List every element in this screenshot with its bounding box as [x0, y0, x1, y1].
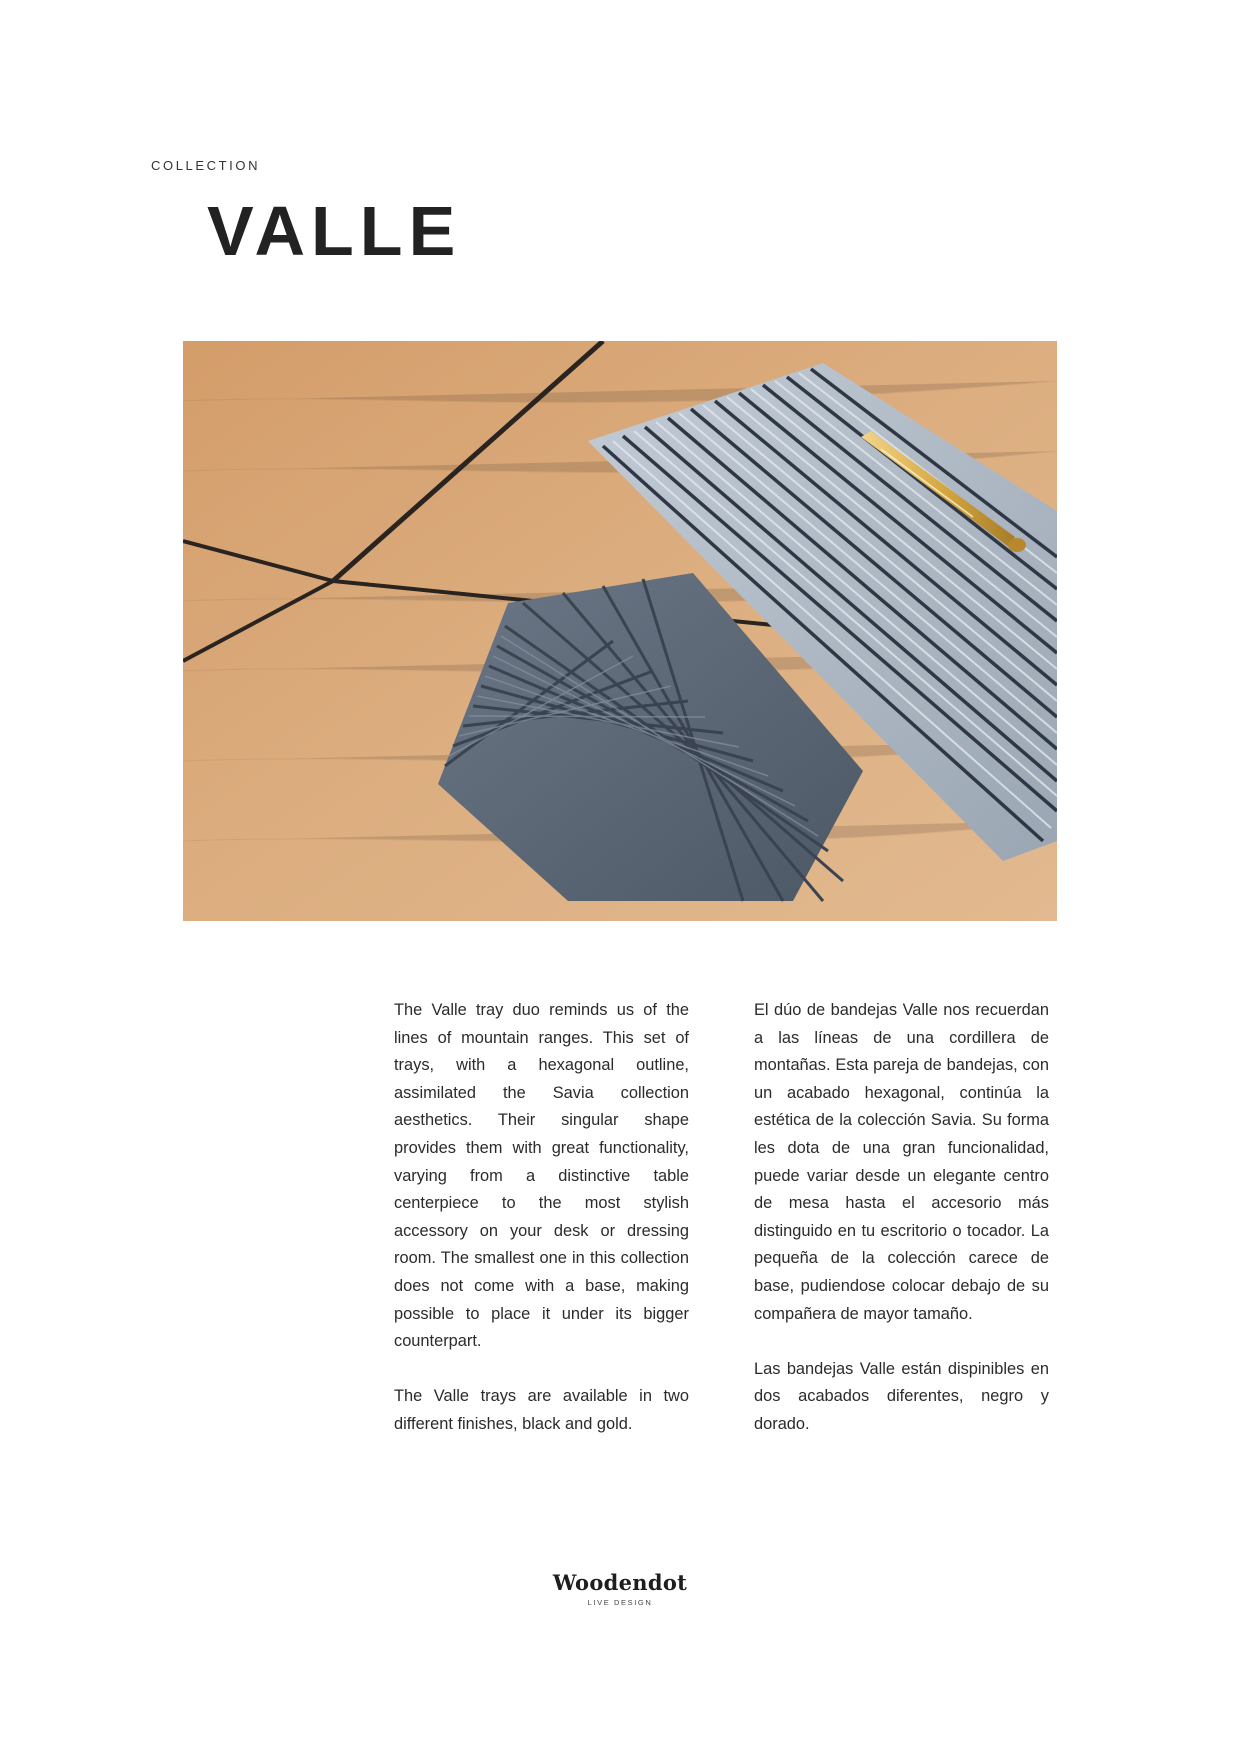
collection-kicker: COLLECTION: [151, 158, 261, 173]
product-photo: [183, 341, 1057, 921]
english-paragraph-1: The Valle tray duo reminds us of the lines of mountain ranges. This set of trays, with a hexagonal outline, assimilated the Savia collection aesthetics. Their singular shape provides them with great functionality, varying from a distinctive table centerpiece to the most stylish accessory on your desk or dressing room. The smallest one in this collection does not come with a base, making possible to place it under its bigger counterpart.: [394, 1001, 689, 1351]
brand-tagline: LIVE DESIGN: [587, 1598, 653, 1607]
product-photo-illustration: [183, 341, 1057, 921]
page-title: VALLE: [207, 192, 462, 270]
description-english: [394, 997, 689, 1466]
brand-name: Woodendot: [552, 1570, 688, 1595]
english-paragraph-2: The Valle trays are available in two different finishes, black and gold.: [394, 1387, 689, 1433]
spanish-paragraph-1: El dúo de bandejas Valle nos recuerdan a las líneas de una cordillera de montañas. Esta pareja de bandejas, con un acabado hexagonal, continúa la estética de la colección Savia. Su forma les dota de una gran funcionalidad, puede variar desde un elegante centro de mesa hasta el accesorio más distinguido en tu escritorio o tocador. La pequeña de la colección carece de base, pudiendose colocar debajo de su compañera de mayor tamaño.: [754, 1001, 1049, 1323]
description-spanish: [754, 997, 1049, 1466]
brand-logo: [0, 1570, 1240, 1607]
spanish-paragraph-2: Las bandejas Valle están dispinibles en dos acabados diferentes, negro y dorado.: [754, 1359, 1049, 1433]
